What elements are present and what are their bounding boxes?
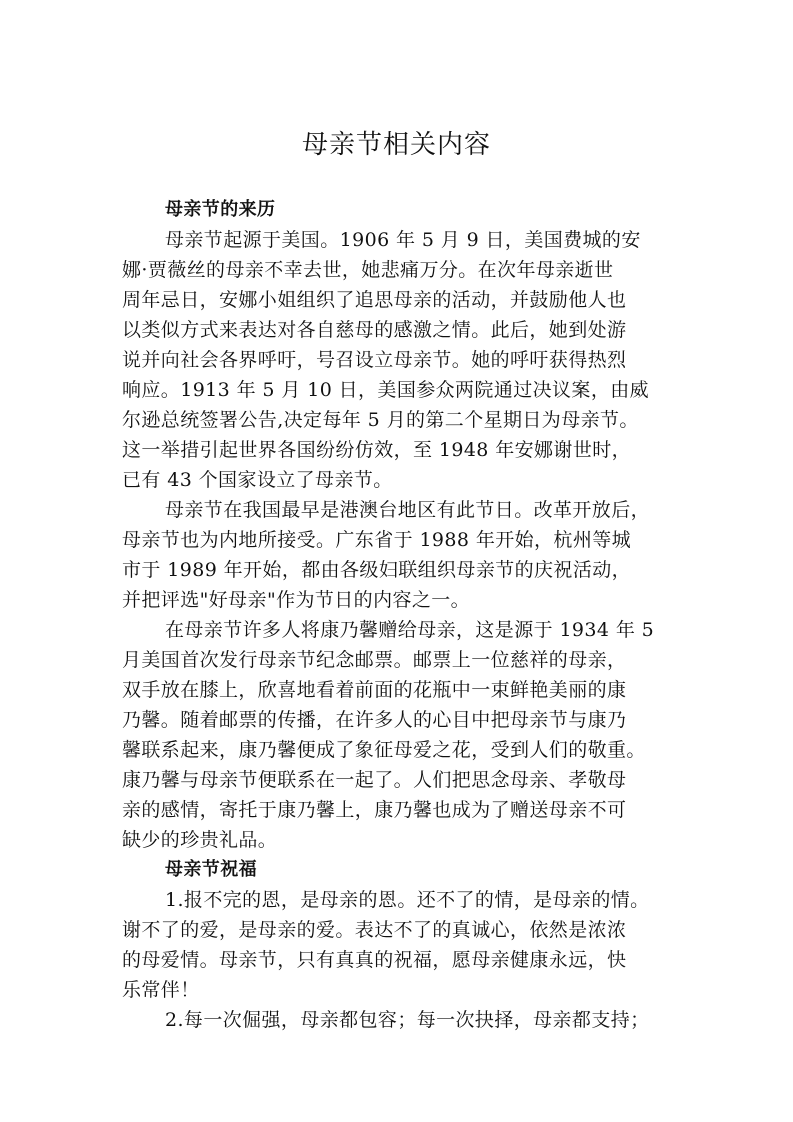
text-line: 馨联系起来，康乃馨便成了象征母爱之花，受到人们的敬重。 <box>122 739 646 761</box>
text-line: 这一举措引起世界各国纷纷仿效，至 1948 年安娜谢世时， <box>122 439 632 461</box>
text-line: 月美国首次发行母亲节纪念邮票。邮票上一位慈祥的母亲， <box>122 649 627 671</box>
text-line: 市于 1989 年开始，都由各级妇联组织母亲节的庆祝活动， <box>122 559 632 581</box>
section-heading: 母亲节祝福 <box>165 859 257 880</box>
text-line: 母亲节在我国最早是港澳台地区有此节日。改革开放后， <box>165 499 651 521</box>
text-line: 母亲节也为内地所接受。广东省于 1988 年开始，杭州等城 <box>122 529 632 551</box>
text-line: 以类似方式来表达对各自慈母的感激之情。此后，她到处游 <box>122 319 627 341</box>
text-line: 2.每一次倔强，母亲都包容；每一次抉择，母亲都支持； <box>165 1009 650 1031</box>
text-line: 康乃馨与母亲节便联系在一起了。人们把思念母亲、孝敬母 <box>122 769 627 791</box>
text-line: 双手放在膝上，欣喜地看着前面的花瓶中一束鲜艳美丽的康 <box>122 679 627 701</box>
text-line: 母亲节起源于美国。1906 年 5 月 9 日，美国费城的安 <box>165 229 641 251</box>
text-line: 娜·贾薇丝的母亲不幸去世，她悲痛万分。在次年母亲逝世 <box>122 259 614 281</box>
text-line: 说并向社会各界呼吁，号召设立母亲节。她的呼吁获得热烈 <box>122 349 627 371</box>
text-line: 已有 43 个国家设立了母亲节。 <box>122 469 393 491</box>
document-title: 母亲节相关内容 <box>301 130 491 160</box>
document-body <box>122 195 692 1035</box>
text-line: 乃馨。随着邮票的传播，在许多人的心目中把母亲节与康乃 <box>122 709 627 731</box>
section-heading: 母亲节的来历 <box>165 199 276 220</box>
text-line: 亲的感情，寄托于康乃馨上，康乃馨也成为了赠送母亲不可 <box>122 799 627 821</box>
text-line: 谢不了的爱，是母亲的爱。表达不了的真诚心，依然是浓浓 <box>122 919 627 941</box>
text-line: 缺少的珍贵礼品。 <box>122 829 278 851</box>
text-line: 1.报不完的恩，是母亲的恩。还不了的情，是母亲的情。 <box>165 889 650 911</box>
text-line: 周年忌日，安娜小姐组织了追思母亲的活动，并鼓励他人也 <box>122 289 627 311</box>
text-line: 响应。1913 年 5 月 10 日，美国参众两院通过决议案，由威 <box>122 379 650 401</box>
text-line: 的母爱情。母亲节，只有真真的祝福，愿母亲健康永远，快 <box>122 949 627 971</box>
text-line: 在母亲节许多人将康乃馨赠给母亲，这是源于 1934 年 5 <box>165 619 655 641</box>
text-line: 并把评选"好母亲"作为节日的内容之一。 <box>122 589 471 611</box>
text-line: 尔逊总统签署公告,决定每年 5 月的第二个星期日为母亲节。 <box>122 409 639 431</box>
text-line: 乐常伴！ <box>122 979 200 1001</box>
